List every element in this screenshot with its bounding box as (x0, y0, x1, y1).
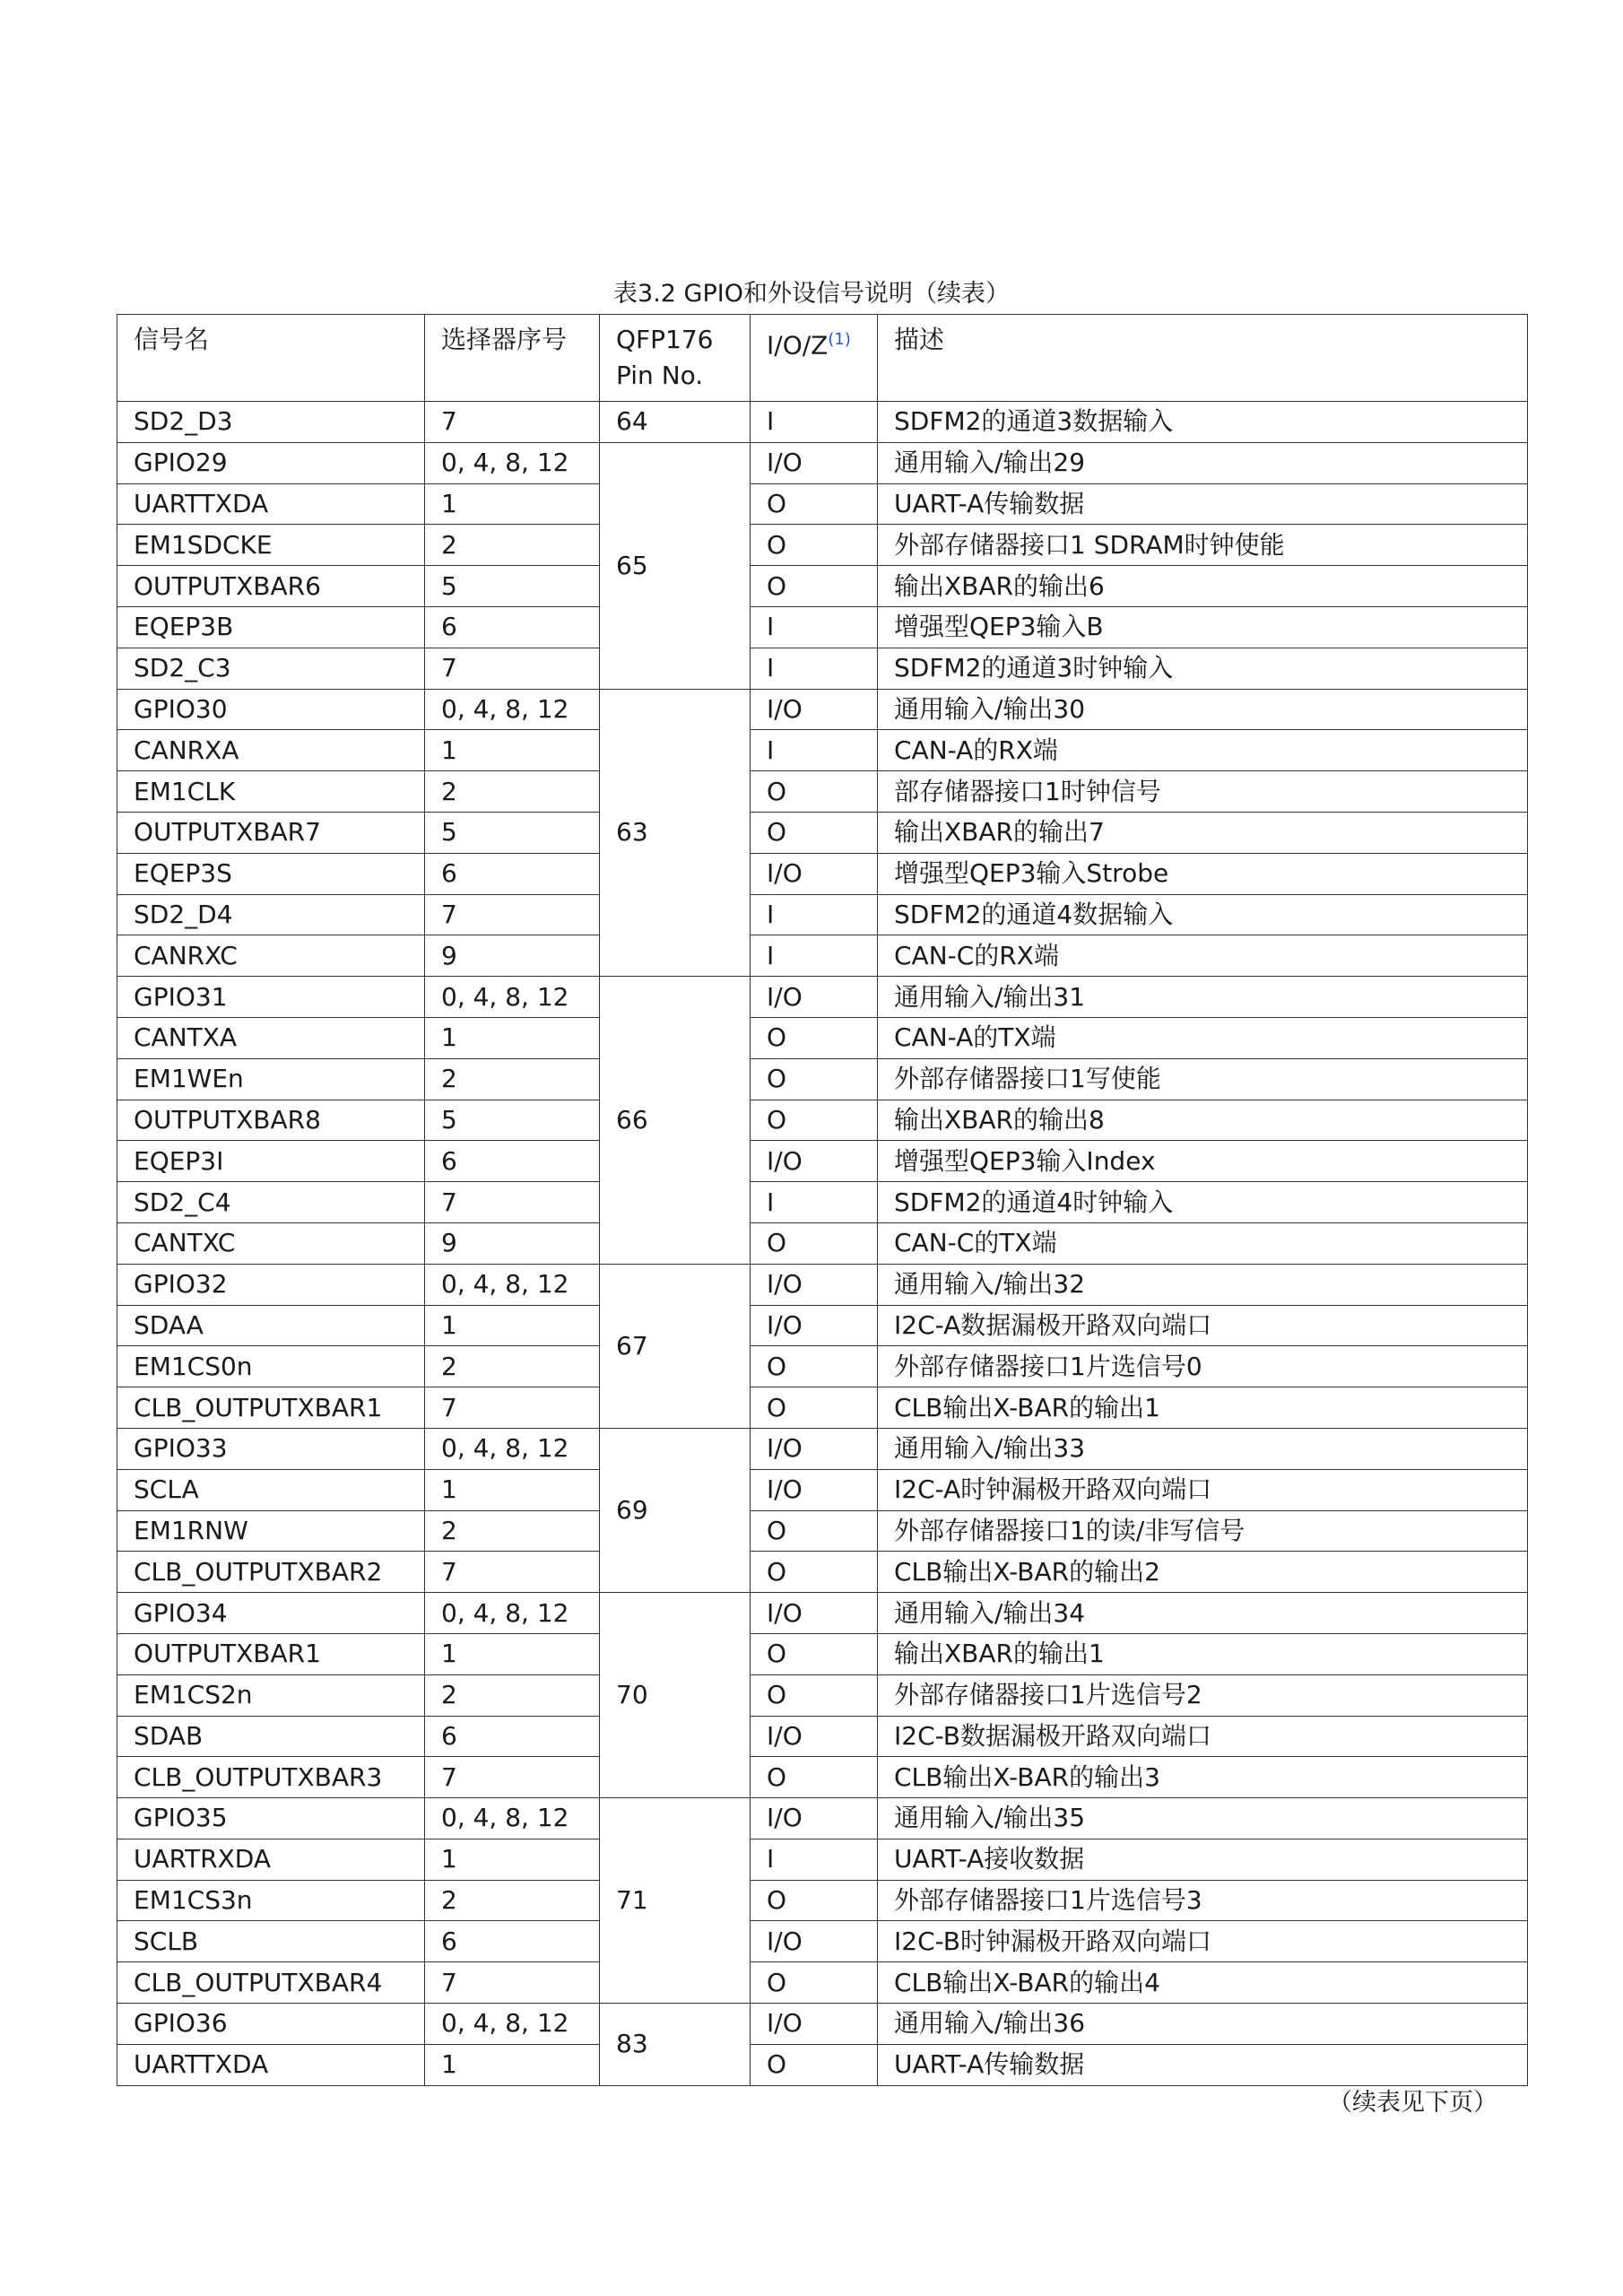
io-type-cell: I/O (751, 1469, 878, 1510)
table-row (117, 566, 1528, 607)
table-row (117, 1469, 1528, 1510)
description-cell: 外部存储器接口1片选信号0 (878, 1346, 1528, 1387)
mux-position-cell: 1 (425, 2044, 600, 2085)
table-row (117, 1633, 1528, 1674)
description-cell: 通用输入/输出34 (878, 1593, 1528, 1634)
signal-name-cell: SCLA (117, 1469, 425, 1510)
signal-name-cell: GPIO34 (117, 1593, 425, 1634)
io-type-cell: I/O (751, 1305, 878, 1346)
signal-name-cell: OUTPUTXBAR6 (117, 566, 425, 607)
description-cell: CLB输出X-BAR的输出1 (878, 1387, 1528, 1429)
mux-position-cell: 0, 4, 8, 12 (425, 1593, 600, 1634)
table-header-row (117, 315, 1528, 402)
description-cell: I2C-B时钟漏极开路双向端口 (878, 1921, 1528, 1962)
mux-position-cell: 7 (425, 894, 600, 935)
io-type-cell: I (751, 935, 878, 977)
io-type-cell: I/O (751, 689, 878, 730)
mux-position-cell: 7 (425, 1182, 600, 1223)
io-type-cell: I (751, 648, 878, 689)
io-type-cell: O (751, 771, 878, 813)
mux-position-cell: 1 (425, 730, 600, 771)
description-cell: I2C-A时钟漏极开路双向端口 (878, 1469, 1528, 1510)
signal-name-cell: CANRXA (117, 730, 425, 771)
table-row (117, 1757, 1528, 1798)
table-row (117, 1305, 1528, 1346)
signal-name-cell: EM1WEn (117, 1058, 425, 1100)
signal-name-cell: EM1SDCKE (117, 525, 425, 566)
description-cell: 外部存储器接口1写使能 (878, 1058, 1528, 1100)
table-row (117, 606, 1528, 648)
mux-position-cell: 2 (425, 525, 600, 566)
io-type-cell: O (751, 1757, 878, 1798)
signal-name-cell: OUTPUTXBAR1 (117, 1633, 425, 1674)
signal-name-cell: GPIO32 (117, 1264, 425, 1305)
mux-position-cell: 2 (425, 1880, 600, 1921)
signal-name-cell: SD2_D3 (117, 402, 425, 443)
io-type-cell: I (751, 1182, 878, 1223)
signal-name-cell: EM1CS3n (117, 1880, 425, 1921)
description-cell: 外部存储器接口1片选信号2 (878, 1674, 1528, 1716)
table-row (117, 525, 1528, 566)
description-cell: 通用输入/输出36 (878, 2004, 1528, 2045)
mux-position-cell: 0, 4, 8, 12 (425, 1798, 600, 1839)
table-row (117, 977, 1528, 1018)
table-row (117, 1880, 1528, 1921)
description-cell: I2C-A数据漏极开路双向端口 (878, 1305, 1528, 1346)
table-row (117, 648, 1528, 689)
header-description: 描述 (878, 315, 1528, 402)
mux-position-cell: 2 (425, 1346, 600, 1387)
mux-position-cell: 6 (425, 1921, 600, 1962)
signal-name-cell: CLB_OUTPUTXBAR4 (117, 1962, 425, 2004)
description-cell: 外部存储器接口1 SDRAM时钟使能 (878, 525, 1528, 566)
description-cell: SDFM2的通道3数据输入 (878, 402, 1528, 443)
io-type-cell: I (751, 402, 878, 443)
mux-position-cell: 6 (425, 1141, 600, 1182)
signal-name-cell: CANTXC (117, 1222, 425, 1264)
table-row (117, 1674, 1528, 1716)
table-row (117, 935, 1528, 977)
io-type-cell: O (751, 1510, 878, 1552)
io-type-cell: I (751, 1839, 878, 1880)
io-type-cell: I/O (751, 977, 878, 1018)
signal-name-cell: SDAA (117, 1305, 425, 1346)
io-type-cell: I (751, 894, 878, 935)
io-type-cell: I/O (751, 1428, 878, 1469)
mux-position-cell: 5 (425, 1100, 600, 1141)
io-type-cell: I/O (751, 1264, 878, 1305)
mux-position-cell: 1 (425, 1305, 600, 1346)
pin-number-cell: 64 (600, 402, 751, 443)
description-cell: CLB输出X-BAR的输出4 (878, 1962, 1528, 2004)
table-row (117, 1058, 1528, 1100)
pin-number-cell: 71 (600, 1798, 751, 2004)
table-row (117, 689, 1528, 730)
description-cell: 输出XBAR的输出6 (878, 566, 1528, 607)
description-cell: 输出XBAR的输出8 (878, 1100, 1528, 1141)
continued-note: （续表见下页） (1328, 2089, 1497, 2117)
signal-name-cell: EM1RNW (117, 1510, 425, 1552)
signal-name-cell: EM1CLK (117, 771, 425, 813)
description-cell: 通用输入/输出31 (878, 977, 1528, 1018)
signal-name-cell: SD2_D4 (117, 894, 425, 935)
io-type-cell: O (751, 1058, 878, 1100)
description-cell: 增强型QEP3输入B (878, 606, 1528, 648)
table-row (117, 483, 1528, 525)
io-type-cell: I/O (751, 1921, 878, 1962)
io-type-cell: I (751, 606, 878, 648)
mux-position-cell: 2 (425, 1510, 600, 1552)
signal-name-cell: UARTTXDA (117, 2044, 425, 2085)
mux-position-cell: 7 (425, 648, 600, 689)
table-row (117, 1428, 1528, 1469)
description-cell: 通用输入/输出30 (878, 689, 1528, 730)
mux-position-cell: 6 (425, 853, 600, 894)
signal-name-cell: OUTPUTXBAR8 (117, 1100, 425, 1141)
table-row (117, 853, 1528, 894)
signal-name-cell: EQEP3S (117, 853, 425, 894)
signal-name-cell: CLB_OUTPUTXBAR1 (117, 1387, 425, 1429)
signal-name-cell: SCLB (117, 1921, 425, 1962)
pin-number-cell: 65 (600, 442, 751, 689)
io-type-cell: O (751, 566, 878, 607)
header-signal-name: 信号名 (117, 315, 425, 402)
pin-number-cell: 63 (600, 689, 751, 977)
description-cell: UART-A接收数据 (878, 1839, 1528, 1880)
io-type-cell: O (751, 525, 878, 566)
mux-position-cell: 0, 4, 8, 12 (425, 689, 600, 730)
io-type-cell: O (751, 1962, 878, 2004)
io-type-cell: I (751, 730, 878, 771)
table-row (117, 1182, 1528, 1223)
signal-name-cell: SD2_C3 (117, 648, 425, 689)
mux-position-cell: 2 (425, 771, 600, 813)
table-row (117, 1017, 1528, 1058)
mux-position-cell: 1 (425, 1017, 600, 1058)
gpio-signal-table (117, 314, 1528, 2086)
io-type-cell: O (751, 1017, 878, 1058)
mux-position-cell: 0, 4, 8, 12 (425, 1264, 600, 1305)
description-cell: CLB输出X-BAR的输出2 (878, 1552, 1528, 1593)
description-cell: SDFM2的通道4时钟输入 (878, 1182, 1528, 1223)
description-cell: I2C-B数据漏极开路双向端口 (878, 1716, 1528, 1757)
table-row (117, 442, 1528, 483)
description-cell: 通用输入/输出29 (878, 442, 1528, 483)
signal-name-cell: GPIO29 (117, 442, 425, 483)
description-cell: CAN-A的RX端 (878, 730, 1528, 771)
io-type-cell: I/O (751, 1798, 878, 1839)
description-cell: CAN-C的TX端 (878, 1222, 1528, 1264)
mux-position-cell: 6 (425, 606, 600, 648)
description-cell: 部存储器接口1时钟信号 (878, 771, 1528, 813)
table-row (117, 1141, 1528, 1182)
description-cell: SDFM2的通道3时钟输入 (878, 648, 1528, 689)
table-row (117, 1346, 1528, 1387)
mux-position-cell: 5 (425, 812, 600, 853)
description-cell: CAN-C的RX端 (878, 935, 1528, 977)
mux-position-cell: 2 (425, 1674, 600, 1716)
table-row (117, 1921, 1528, 1962)
mux-position-cell: 0, 4, 8, 12 (425, 977, 600, 1018)
io-type-cell: I/O (751, 853, 878, 894)
signal-name-cell: CLB_OUTPUTXBAR3 (117, 1757, 425, 1798)
signal-name-cell: CANRXC (117, 935, 425, 977)
header-mux-position: 选择器序号 (425, 315, 600, 402)
table-row (117, 1839, 1528, 1880)
table-row (117, 402, 1528, 443)
table-row (117, 1510, 1528, 1552)
io-type-cell: O (751, 1674, 878, 1716)
mux-position-cell: 7 (425, 1962, 600, 2004)
signal-name-cell: CLB_OUTPUTXBAR2 (117, 1552, 425, 1593)
table-row (117, 2004, 1528, 2045)
table-row (117, 894, 1528, 935)
description-cell: 输出XBAR的输出1 (878, 1633, 1528, 1674)
description-cell: 输出XBAR的输出7 (878, 812, 1528, 853)
pin-number-cell: 70 (600, 1593, 751, 1798)
signal-name-cell: UARTRXDA (117, 1839, 425, 1880)
signal-name-cell: GPIO35 (117, 1798, 425, 1839)
mux-position-cell: 9 (425, 935, 600, 977)
io-type-cell: O (751, 1387, 878, 1429)
io-type-cell: O (751, 812, 878, 853)
table-row (117, 730, 1528, 771)
table-caption: 表3.2 GPIO和外设信号说明（续表） (613, 280, 1010, 308)
description-cell: 通用输入/输出32 (878, 1264, 1528, 1305)
io-type-cell: O (751, 1100, 878, 1141)
description-cell: SDFM2的通道4数据输入 (878, 894, 1528, 935)
table-row (117, 1100, 1528, 1141)
signal-name-cell: EQEP3B (117, 606, 425, 648)
io-type-cell: O (751, 1880, 878, 1921)
signal-name-cell: OUTPUTXBAR7 (117, 812, 425, 853)
description-cell: UART-A传输数据 (878, 2044, 1528, 2085)
mux-position-cell: 5 (425, 566, 600, 607)
pin-number-cell: 66 (600, 977, 751, 1265)
table-row (117, 1962, 1528, 2004)
mux-position-cell: 7 (425, 402, 600, 443)
io-type-cell: O (751, 2044, 878, 2085)
table-row (117, 1552, 1528, 1593)
mux-position-cell: 6 (425, 1716, 600, 1757)
mux-position-cell: 1 (425, 1469, 600, 1510)
signal-name-cell: UARTTXDA (117, 483, 425, 525)
mux-position-cell: 1 (425, 1633, 600, 1674)
io-type-cell: I/O (751, 2004, 878, 2045)
table-row (117, 771, 1528, 813)
mux-position-cell: 0, 4, 8, 12 (425, 442, 600, 483)
header-io-text: I/O/Z (767, 330, 829, 361)
io-type-cell: O (751, 1552, 878, 1593)
mux-position-cell: 7 (425, 1552, 600, 1593)
table-row (117, 1593, 1528, 1634)
description-cell: 通用输入/输出35 (878, 1798, 1528, 1839)
description-cell: 外部存储器接口1片选信号3 (878, 1880, 1528, 1921)
signal-name-cell: GPIO30 (117, 689, 425, 730)
table-row (117, 1264, 1528, 1305)
mux-position-cell: 7 (425, 1387, 600, 1429)
table-row (117, 1222, 1528, 1264)
signal-name-cell: GPIO31 (117, 977, 425, 1018)
table-row (117, 1716, 1528, 1757)
signal-name-cell: GPIO33 (117, 1428, 425, 1469)
mux-position-cell: 0, 4, 8, 12 (425, 1428, 600, 1469)
io-type-cell: I/O (751, 1593, 878, 1634)
io-type-cell: I/O (751, 1141, 878, 1182)
description-cell: CLB输出X-BAR的输出3 (878, 1757, 1528, 1798)
description-cell: CAN-A的TX端 (878, 1017, 1528, 1058)
signal-name-cell: SD2_C4 (117, 1182, 425, 1223)
description-cell: 增强型QEP3输入Strobe (878, 853, 1528, 894)
io-type-cell: O (751, 483, 878, 525)
io-type-cell: I/O (751, 1716, 878, 1757)
signal-name-cell: GPIO36 (117, 2004, 425, 2045)
signal-name-cell: SDAB (117, 1716, 425, 1757)
signal-name-cell: EM1CS2n (117, 1674, 425, 1716)
signal-name-cell: CANTXA (117, 1017, 425, 1058)
table-row (117, 1798, 1528, 1839)
mux-position-cell: 0, 4, 8, 12 (425, 2004, 600, 2045)
table-row (117, 2044, 1528, 2085)
table-row (117, 812, 1528, 853)
description-cell: 通用输入/输出33 (878, 1428, 1528, 1469)
description-cell: UART-A传输数据 (878, 483, 1528, 525)
description-cell: 增强型QEP3输入Index (878, 1141, 1528, 1182)
mux-position-cell: 2 (425, 1058, 600, 1100)
signal-name-cell: EM1CS0n (117, 1346, 425, 1387)
table-row (117, 1387, 1528, 1429)
header-io-type (751, 315, 878, 402)
description-cell: 外部存储器接口1的读/非写信号 (878, 1510, 1528, 1552)
io-type-cell: I/O (751, 442, 878, 483)
header-pin-no (600, 315, 751, 402)
mux-position-cell: 1 (425, 483, 600, 525)
footnote-ref[interactable]: (1) (828, 330, 851, 349)
signal-name-cell: EQEP3I (117, 1141, 425, 1182)
mux-position-cell: 7 (425, 1757, 600, 1798)
pin-number-cell: 67 (600, 1264, 751, 1428)
table-body (117, 402, 1528, 2086)
header-pin-no-text: QFP176 Pin No. (616, 325, 714, 390)
mux-position-cell: 9 (425, 1222, 600, 1264)
pin-number-cell: 83 (600, 2004, 751, 2086)
mux-position-cell: 1 (425, 1839, 600, 1880)
pin-number-cell: 69 (600, 1428, 751, 1592)
io-type-cell: O (751, 1346, 878, 1387)
io-type-cell: O (751, 1633, 878, 1674)
io-type-cell: O (751, 1222, 878, 1264)
